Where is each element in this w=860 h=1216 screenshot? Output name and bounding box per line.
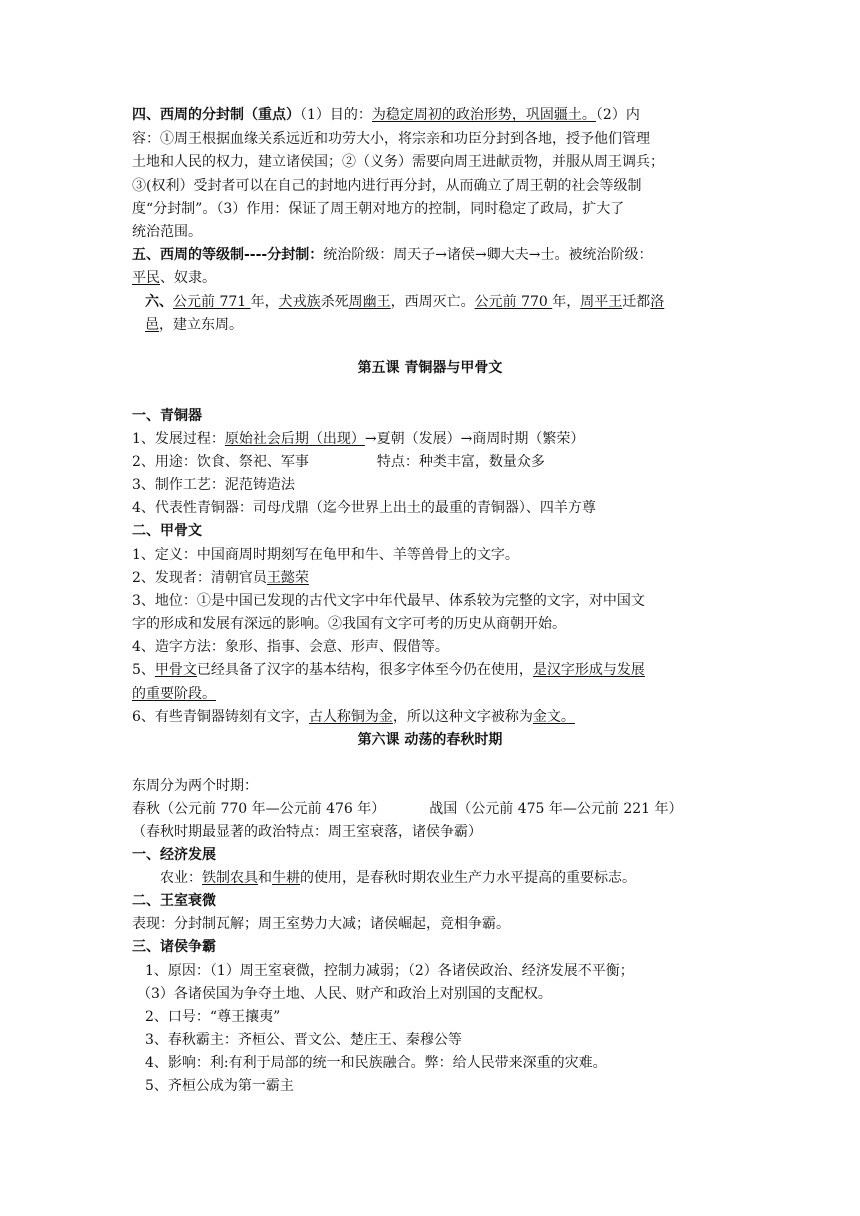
section-5-heading: 五、西周的等级制----分封制： [132, 247, 324, 263]
lesson-5-oracle-3b: 字的形成和发展有深远的影响。②我国有文字可考的历史从商朝开始。 [132, 616, 566, 632]
lesson-5-oracle-5b: 的重要阶段。 [132, 686, 216, 702]
section-5-line-1: 五、西周的等级制----分封制：统治阶级：周天子→诸侯→卿大夫→士。被统治阶级： [132, 247, 653, 263]
section-6-heading: 六、 [145, 294, 173, 310]
lesson-5-heading-oracle: 二、甲骨文 [132, 523, 202, 539]
lesson-6-hegemony-1b: （3）各诸侯国为争夺土地、人民、财产和政治上对别国的支配权。 [137, 986, 552, 1002]
section-4-line-5: 度“分封制”。（3）作用：保证了周王朝对地方的控制，同时稳定了政局，扩大了 [132, 201, 625, 217]
lesson-5-title: 第五课 青铜器与甲骨文 [357, 360, 503, 376]
lesson-6-heading-hegemony: 三、诸侯争霸 [132, 939, 216, 955]
lesson-5-oracle-1: 1、定义：中国商周时期刻写在龟甲和牛、羊等兽骨上的文字。 [132, 547, 519, 563]
lesson-6-periods: 春秋（公元前 770 年—公元前 476 年） 战国（公元前 475 年—公元前 221 年） [132, 801, 683, 817]
section-5-line-2: 平民、奴隶。 [132, 270, 216, 286]
lesson-6-intro: 东周分为两个时期： [132, 778, 258, 794]
lesson-6-decline-1: 表现：分封制瓦解；周王室势力大减；诸侯崛起，竞相争霸。 [132, 916, 510, 932]
section-4-line-6: 统治范围。 [132, 224, 202, 240]
lesson-6-heading-decline: 二、王室衰微 [132, 893, 216, 909]
lesson-5-item-3: 3、制作工艺：泥范铸造法 [132, 477, 295, 493]
lesson-5-oracle-5: 5、甲骨文已经具备了汉字的基本结构，很多字体至今仍在使用，是汉字形成与发展 [132, 662, 645, 678]
lesson-5-oracle-6: 6、有些青铜器铸刻有文字，古人称铜为金，所以这种文字被称为金文。 [132, 709, 575, 725]
lesson-5-oracle-3: 3、地位：①是中国已发现的古代文字中年代最早、体系较为完整的文字，对中国文 [132, 593, 645, 609]
lesson-5-heading-bronze: 一、青铜器 [132, 408, 202, 424]
lesson-6-hegemony-2: 2、口号：“尊王攘夷” [145, 1009, 281, 1025]
lesson-6-hegemony-4: 4、影响：利:有利于局部的统一和民族融合。弊：给人民带来深重的灾难。 [145, 1055, 607, 1071]
section-4-line-2: 容：①周王根据血缘关系远近和功劳大小，将宗亲和功臣分封到各地，授予他们管理 [132, 131, 650, 147]
lesson-5-item-2: 2、用途：饮食、祭祀、军事 特点：种类丰富，数量众多 [132, 454, 545, 470]
lesson-6-title: 第六课 动荡的春秋时期 [357, 732, 503, 748]
section-6-line-1: 六、公元前 771 年，犬戎族杀死周幽王，西周灭亡。公元前 770 年，周平王迁都洛 [145, 294, 665, 310]
lesson-5-item-4: 4、代表性青铜器：司母戊鼎（迄今世界上出土的最重的青铜器）、四羊方尊 [132, 500, 596, 516]
lesson-6-economy-1: 农业：铁制农具和牛耕的使用，是春秋时期农业生产力水平提高的重要标志。 [160, 870, 636, 886]
lesson-6-hegemony-3: 3、春秋霸主：齐桓公、晋文公、楚庄王、秦穆公等 [145, 1032, 462, 1048]
lesson-5-item-1: 1、发展过程：原始社会后期（出现）→夏朝（发展）→商周时期（繁荣） [132, 431, 585, 447]
lesson-6-heading-economy: 一、经济发展 [132, 847, 216, 863]
lesson-6-feature: （春秋时期最显著的政治特点：周王室衰落，诸侯争霸） [132, 824, 482, 840]
section-4-line-4: ③(权利）受封者可以在自己的封地内进行再分封，从而确立了周王朝的社会等级制 [132, 178, 642, 194]
section-4-line-1: 四、西周的分封制（重点）（1）目的：为稳定周初的政治形势，巩固疆土。（2）内 [132, 107, 640, 123]
lesson-6-hegemony-5: 5、齐桓公成为第一霸主 [145, 1078, 294, 1094]
section-4-line-3: 土地和人民的权力，建立诸侯国；②（义务）需要向周王进献贡物，并服从周王调兵； [132, 154, 664, 170]
section-4-heading: 四、西周的分封制（重点） [132, 107, 300, 123]
lesson-6-hegemony-1: 1、原因：（1）周王室衰微，控制力减弱；（2）各诸侯政治、经济发展不平衡； [145, 963, 634, 979]
lesson-5-oracle-4: 4、造字方法：象形、指事、会意、形声、假借等。 [132, 639, 449, 655]
section-6-line-2: 邑，建立东周。 [145, 317, 243, 333]
lesson-5-oracle-2: 2、发现者：清朝官员王懿荣 [132, 570, 309, 586]
